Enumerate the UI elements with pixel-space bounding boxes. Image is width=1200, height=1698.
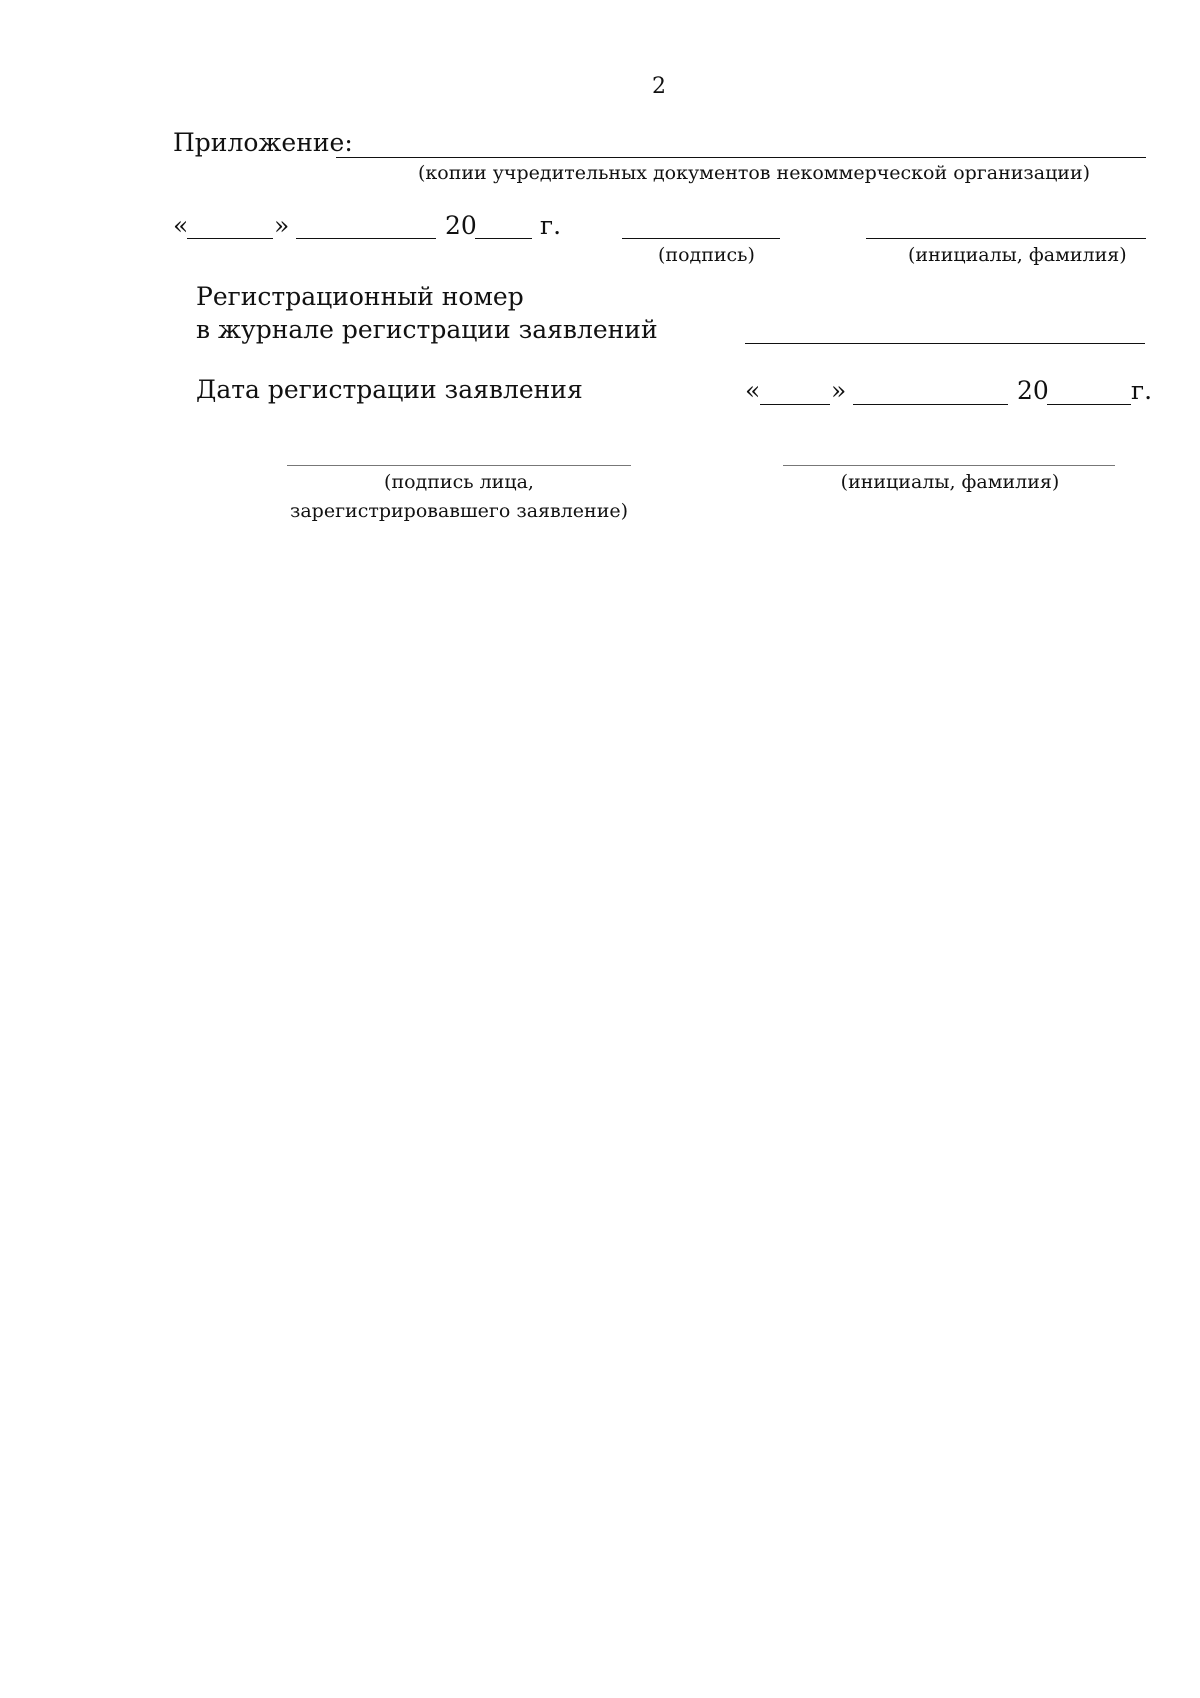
date-month-field[interactable] [296,238,436,239]
registrar-signature-caption [259,468,659,526]
registration-number-label-line2: в журнале регистрации заявлений [196,315,658,344]
date-close-quote: » [274,211,290,240]
registration-date-month-field[interactable] [853,404,1008,405]
signature-field[interactable] [622,238,780,239]
registration-date-open-quote: « [745,376,761,405]
date-open-quote: « [173,211,189,240]
name-field[interactable] [866,238,1146,239]
date-year-field[interactable] [475,238,532,239]
page-number: 2 [652,74,666,99]
registration-date-year-field[interactable] [1047,404,1131,405]
registration-date-close-quote: » [831,376,847,405]
attachment-caption: (копии учредительных документов некоммерческой организации) [418,162,1091,184]
signature-caption: (подпись) [658,244,755,266]
registrar-name-caption: (инициалы, фамилия) [840,471,1060,493]
registrar-name-field[interactable] [783,465,1115,466]
attachment-field[interactable] [336,157,1146,158]
date-day-field[interactable] [187,238,273,239]
registration-date-day-field[interactable] [760,404,830,405]
registration-date-label: Дата регистрации заявления [196,375,583,404]
date-year-suffix: г. [540,211,562,240]
registration-number-label-line1: Регистрационный номер [196,282,524,311]
registrar-signature-caption-line2: зарегистрировавшего заявление) [289,500,629,522]
attachment-label: Приложение: [173,128,353,157]
registrar-signature-field[interactable] [287,465,631,466]
registration-date-year-suffix: г. [1131,376,1153,405]
registration-date-year-prefix: 20 [1017,376,1049,405]
name-caption: (инициалы, фамилия) [908,244,1127,266]
registration-number-field[interactable] [745,343,1145,344]
registrar-signature-caption-line1: (подпись лица, [384,471,534,493]
date-year-prefix: 20 [445,211,477,240]
